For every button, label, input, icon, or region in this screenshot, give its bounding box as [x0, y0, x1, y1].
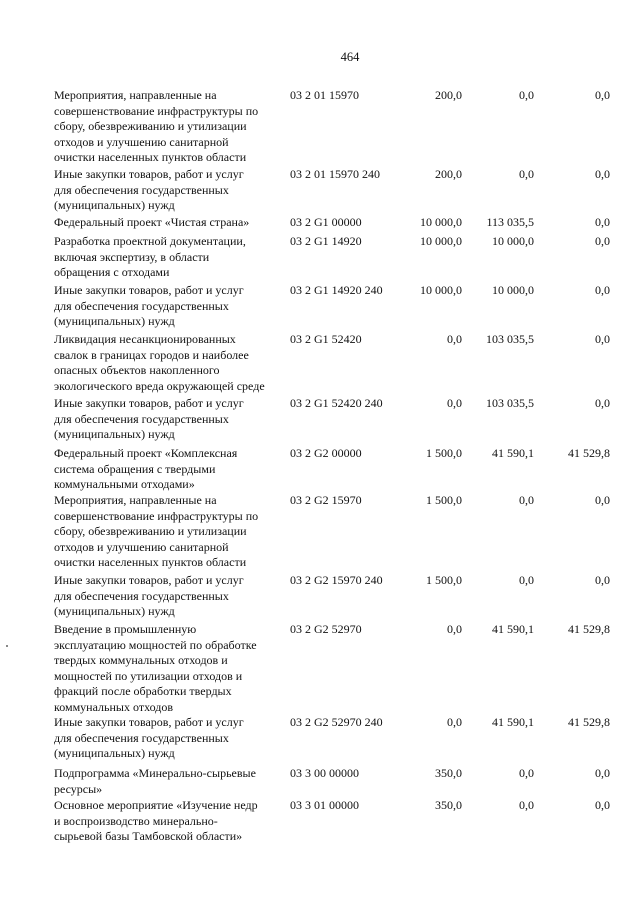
- row-code: 03 2 G1 14920: [290, 234, 362, 248]
- row-value-3: 0,0: [595, 234, 610, 248]
- row-value-3: 0,0: [595, 493, 610, 507]
- row-value-2: 0,0: [519, 88, 534, 102]
- row-value-1: 10 000,0: [420, 215, 462, 229]
- page-number: 464: [340, 50, 360, 64]
- row-value-1: 350,0: [435, 766, 462, 780]
- row-code: 03 2 G1 00000: [290, 215, 362, 229]
- row-value-1: 10 000,0: [420, 283, 462, 297]
- row-value-2: 0,0: [519, 798, 534, 812]
- row-code: 03 2 G2 15970: [290, 493, 362, 507]
- row-value-1: 1 500,0: [426, 573, 462, 587]
- row-value-1: 1 500,0: [426, 493, 462, 507]
- row-code: 03 3 01 00000: [290, 798, 359, 812]
- row-code: 03 2 G2 00000: [290, 446, 362, 460]
- row-name: Мероприятия, направленные на совершенствование инфраструктуры по сбору, обезвреживанию и утилизации отходов и улучшению санитарной очистки населенных пунктов области: [54, 88, 259, 164]
- row-code: 03 2 01 15970 240: [290, 167, 380, 181]
- row-name: Иные закупки товаров, работ и услуг для обеспечения государственных (муниципальных) нужд: [54, 283, 244, 328]
- row-name: Федеральный проект «Чистая страна»: [54, 215, 250, 229]
- row-name: Федеральный проект «Комплексная система обращения с твердыми коммунальными отходами»: [54, 446, 238, 491]
- row-value-2: 103 035,5: [486, 332, 534, 346]
- row-code: 03 2 G2 15970 240: [290, 573, 383, 587]
- row-name: Иные закупки товаров, работ и услуг для обеспечения государственных (муниципальных) нужд: [54, 573, 244, 618]
- row-value-2: 41 590,1: [492, 715, 534, 729]
- row-value-1: 0,0: [447, 396, 462, 410]
- row-value-1: 200,0: [435, 88, 462, 102]
- row-value-1: 0,0: [447, 715, 462, 729]
- row-value-1: 350,0: [435, 798, 462, 812]
- row-value-1: 0,0: [447, 622, 462, 636]
- row-value-3: 41 529,8: [568, 446, 610, 460]
- row-value-3: 0,0: [595, 167, 610, 181]
- row-value-2: 0,0: [519, 167, 534, 181]
- row-value-3: 0,0: [595, 573, 610, 587]
- row-value-2: 10 000,0: [492, 283, 534, 297]
- row-code: 03 2 G2 52970: [290, 622, 362, 636]
- row-code: 03 2 G1 52420: [290, 332, 362, 346]
- margin-mark: [6, 645, 8, 647]
- row-value-3: 41 529,8: [568, 622, 610, 636]
- row-value-1: 1 500,0: [426, 446, 462, 460]
- row-value-2: 10 000,0: [492, 234, 534, 248]
- row-value-1: 0,0: [447, 332, 462, 346]
- row-code: 03 2 01 15970: [290, 88, 359, 102]
- row-code: 03 2 G1 52420 240: [290, 396, 383, 410]
- row-value-3: 0,0: [595, 766, 610, 780]
- row-value-2: 41 590,1: [492, 446, 534, 460]
- row-value-1: 200,0: [435, 167, 462, 181]
- row-value-2: 41 590,1: [492, 622, 534, 636]
- row-code: 03 2 G2 52970 240: [290, 715, 383, 729]
- row-code: 03 2 G1 14920 240: [290, 283, 383, 297]
- row-value-3: 0,0: [595, 396, 610, 410]
- row-value-3: 0,0: [595, 332, 610, 346]
- row-value-2: 0,0: [519, 573, 534, 587]
- row-name: Мероприятия, направленные на совершенствование инфраструктуры по сбору, обезвреживанию и утилизации отходов и улучшению санитарной очистки населенных пунктов области: [54, 493, 259, 569]
- row-value-1: 10 000,0: [420, 234, 462, 248]
- row-name: Подпрограмма «Минерально-сырьевые ресурсы»: [54, 766, 256, 796]
- row-value-3: 0,0: [595, 215, 610, 229]
- row-name: Иные закупки товаров, работ и услуг для обеспечения государственных (муниципальных) нужд: [54, 167, 244, 212]
- row-name: Введение в промышленную эксплуатацию мощностей по обработке твердых коммунальных отходов и мощностей по утилизации отходов и фракций после обработки твердых коммунальных отходов: [54, 622, 257, 714]
- row-name: Разработка проектной документации, включая экспертизу, в области обращения с отходами: [54, 234, 246, 279]
- row-name: Основное мероприятие «Изучение недр и воспроизводство минерально- сырьевой базы Тамбовской области»: [54, 798, 258, 843]
- row-value-3: 41 529,8: [568, 715, 610, 729]
- row-code: 03 3 00 00000: [290, 766, 359, 780]
- row-name: Иные закупки товаров, работ и услуг для обеспечения государственных (муниципальных) нужд: [54, 396, 244, 441]
- row-value-2: 103 035,5: [486, 396, 534, 410]
- row-name: Ликвидация несанкционированных свалок в границах городов и наиболее опасных объектов накопленного экологического вреда окружающей среде: [54, 332, 265, 393]
- row-value-2: 113 035,5: [486, 215, 534, 229]
- row-value-3: 0,0: [595, 283, 610, 297]
- row-value-3: 0,0: [595, 798, 610, 812]
- row-value-2: 0,0: [519, 766, 534, 780]
- row-value-2: 0,0: [519, 493, 534, 507]
- row-name: Иные закупки товаров, работ и услуг для обеспечения государственных (муниципальных) нужд: [54, 715, 244, 760]
- row-value-3: 0,0: [595, 88, 610, 102]
